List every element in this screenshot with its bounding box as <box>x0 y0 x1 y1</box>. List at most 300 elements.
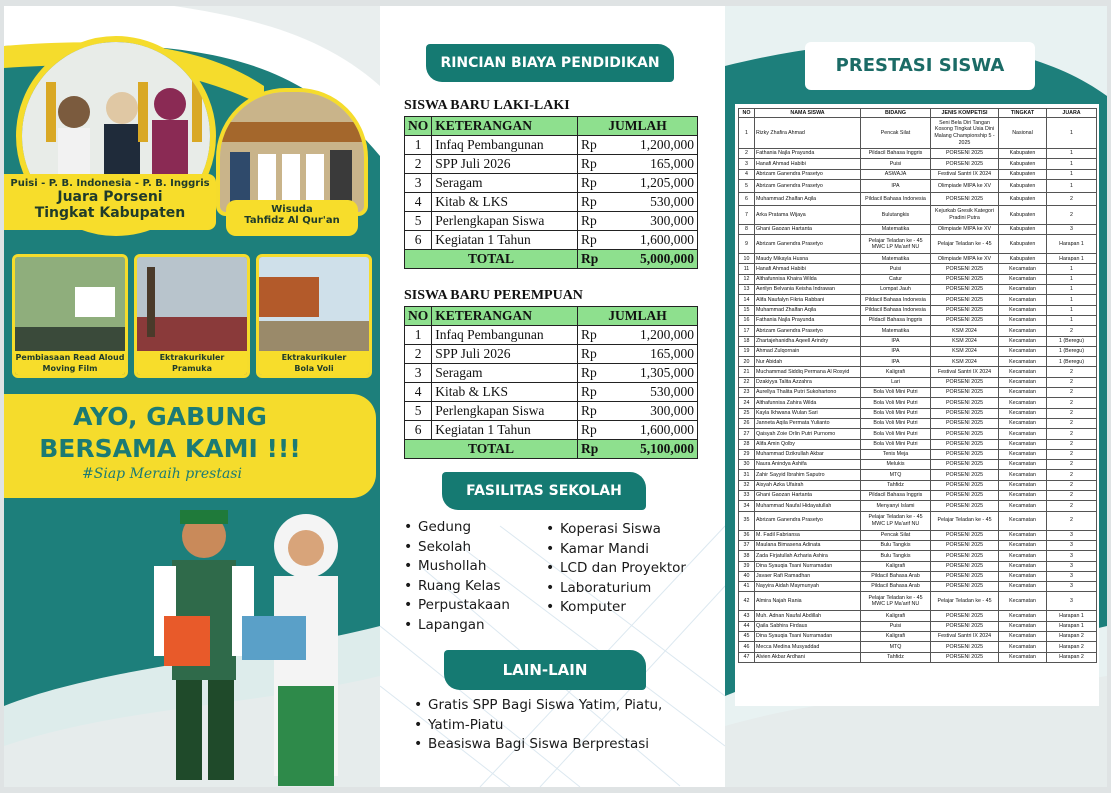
achievement-competition: PORSENI 2025 <box>931 439 999 449</box>
facility-item: • Perpustakaan <box>402 596 532 616</box>
facility-item-continued: • Sekolah <box>402 538 532 558</box>
achievement-name: Zada Firjatullah Azharia Ashira <box>755 551 861 561</box>
achievement-level: Kecamatan <box>999 429 1047 439</box>
achievement-name: Almira Najah Rania <box>755 592 861 611</box>
achievement-name: Althafunnisa Khaira Wilda <box>755 274 861 284</box>
achievement-rank: 3 <box>1047 551 1097 561</box>
achievement-level: Kecamatan <box>999 295 1047 305</box>
achievements-heading: PRESTASI SISWA <box>805 42 1035 90</box>
achievement-rank: 2 <box>1047 470 1097 480</box>
achievement-field: Pildacil Bahasa Inggris <box>861 491 931 501</box>
achievement-row <box>739 582 1097 592</box>
achievement-row <box>739 621 1097 631</box>
achievement-no: 2 <box>739 149 755 159</box>
achievement-no: 31 <box>739 470 755 480</box>
achievement-rank: Harapan 2 <box>1047 642 1097 652</box>
achievement-rank: 2 <box>1047 205 1097 224</box>
achievement-row <box>739 561 1097 571</box>
facilities-heading: FASILITAS SEKOLAH <box>442 472 646 510</box>
achievement-rank: 3 <box>1047 224 1097 234</box>
achievement-name: Janneta Aqila Permata Yulianto <box>755 418 861 428</box>
achievement-name: Abrizam Ganendra Prasetyo <box>755 326 861 336</box>
achievement-row <box>739 118 1097 149</box>
achievement-rank: 1 <box>1047 274 1097 284</box>
right-panel <box>725 6 1107 787</box>
achievement-name: Zahir Sayyid Ibrahim Saputro <box>755 470 861 480</box>
achievement-name: Muchammad Siddiq Permana Al Rosyid <box>755 367 861 377</box>
fee-row: 3 Seragam Rp 1,205,000 <box>405 174 698 193</box>
achievement-name: Ghani Gaozan Hartanta <box>755 491 861 501</box>
achievement-no: 38 <box>739 551 755 561</box>
achievement-field: Menyanyi Islami <box>861 501 931 511</box>
achievement-level: Kecamatan <box>999 611 1047 621</box>
achievement-competition: PORSENI 2025 <box>931 295 999 305</box>
activity-photo-bola-voli <box>256 254 372 378</box>
achievement-row <box>739 159 1097 169</box>
achievement-field: Bola Voli Mini Putri <box>861 408 931 418</box>
achievement-field: Pelajar Teladan ke - 45 MWC LP Ma'arif NU <box>861 511 931 530</box>
achievement-competition: Seni Bela Diri Tangan Kosong Tingkat Usia Dini Malang Championship 5 - 2025 <box>931 118 999 149</box>
achievement-level: Kecamatan <box>999 491 1047 501</box>
achievement-competition: KSM 2024 <box>931 346 999 356</box>
achievement-competition: Festival Santri IX 2024 <box>931 367 999 377</box>
achievement-rank: 1 <box>1047 285 1097 295</box>
achievement-no: 46 <box>739 642 755 652</box>
achievement-rank: 1 <box>1047 169 1097 179</box>
achievement-field: Tahfidz <box>861 480 931 490</box>
facility-item: • Lapangan <box>402 616 532 636</box>
achievement-level: Kecamatan <box>999 367 1047 377</box>
achievement-rank: 2 <box>1047 398 1097 408</box>
achievement-row <box>739 305 1097 315</box>
achievement-name: Althafunnisa Zahira Wilda <box>755 398 861 408</box>
achievement-level: Kecamatan <box>999 652 1047 662</box>
achievement-competition: KSM 2024 <box>931 336 999 346</box>
achievement-rank: Harapan 1 <box>1047 235 1097 254</box>
achievement-name: Hanafi Ahmad Habibi <box>755 264 861 274</box>
achievement-row <box>739 501 1097 511</box>
achievement-rank: 1 (Beregu) <box>1047 346 1097 356</box>
achievement-level: Kecamatan <box>999 631 1047 641</box>
facility-item: • Laboraturium <box>544 579 720 599</box>
achievement-row <box>739 631 1097 641</box>
achievement-level: Kecamatan <box>999 377 1047 387</box>
achievement-rank: 3 <box>1047 571 1097 581</box>
achievement-competition: PORSENI 2025 <box>931 315 999 325</box>
achievement-rank: 1 <box>1047 264 1097 274</box>
achievement-field: Pildacil Bahasa Indonesia <box>861 295 931 305</box>
achievement-field: IPA <box>861 179 931 192</box>
achievement-no: 21 <box>739 367 755 377</box>
achievement-rank: 2 <box>1047 192 1097 205</box>
achievement-row <box>739 149 1097 159</box>
achievement-rank: 2 <box>1047 501 1097 511</box>
achievement-name: Kayla Ikhwana Wulan Sari <box>755 408 861 418</box>
achievement-competition: PORSENI 2025 <box>931 501 999 511</box>
activity-caption: Ektrakurikuler Pramuka <box>137 351 247 375</box>
achievement-row <box>739 398 1097 408</box>
achievement-field: Pelajar Teladan ke - 45 MWC LP Ma'arif NU <box>861 235 931 254</box>
girls-fee-table <box>404 306 698 459</box>
achievement-no: 3 <box>739 159 755 169</box>
achievement-no: 13 <box>739 285 755 295</box>
achievement-level: Kecamatan <box>999 398 1047 408</box>
achievement-row <box>739 460 1097 470</box>
achievement-no: 8 <box>739 224 755 234</box>
achievement-competition: PORSENI 2025 <box>931 621 999 631</box>
boys-fee-title: SISWA BARU LAKI-LAKI <box>404 98 570 113</box>
achievement-rank: Harapan 2 <box>1047 652 1097 662</box>
fees-heading: RINCIAN BIAYA PENDIDIKAN <box>426 44 674 82</box>
achievement-row <box>739 408 1097 418</box>
fee-row: 2 SPP Juli 2026 Rp 165,000 <box>405 345 698 364</box>
achievement-competition: PORSENI 2025 <box>931 285 999 295</box>
award-caption <box>4 174 216 230</box>
achievement-rank: Harapan 1 <box>1047 254 1097 264</box>
achievement-name: Rizky Zhafira Ahmad <box>755 118 861 149</box>
achievement-no: 12 <box>739 274 755 284</box>
achievement-level: Kecamatan <box>999 540 1047 550</box>
achievement-field: MTQ <box>861 470 931 480</box>
achievement-rank: 3 <box>1047 582 1097 592</box>
achievements-table-header: NO NAMA SISWA BIDANG JENIS KOMPETISI TINGKAT JUARA <box>739 109 1097 118</box>
achievement-competition: PORSENI 2025 <box>931 398 999 408</box>
fee-row: 6 Kegiatan 1 Tahun Rp 1,600,000 <box>405 421 698 440</box>
achievement-field: IPA <box>861 336 931 346</box>
achievements-document <box>735 104 1099 706</box>
achievement-rank: 2 <box>1047 367 1097 377</box>
achievement-rank: 3 <box>1047 530 1097 540</box>
achievement-name: Aisyah Azka Ufairah <box>755 480 861 490</box>
achievement-row <box>739 264 1097 274</box>
achievement-rank: 1 <box>1047 118 1097 149</box>
achievement-field: ASWAJA <box>861 169 931 179</box>
achievement-competition: PORSENI 2025 <box>931 491 999 501</box>
achievement-level: Kecamatan <box>999 480 1047 490</box>
fee-row: 3 Seragam Rp 1,305,000 <box>405 364 698 383</box>
achievement-row <box>739 480 1097 490</box>
achievement-row <box>739 592 1097 611</box>
achievement-no: 42 <box>739 592 755 611</box>
achievement-no: 20 <box>739 357 755 367</box>
achievement-no: 5 <box>739 179 755 192</box>
achievement-level: Kecamatan <box>999 621 1047 631</box>
achievement-rank: 1 <box>1047 305 1097 315</box>
achievement-no: 6 <box>739 192 755 205</box>
achievement-no: 17 <box>739 326 755 336</box>
fee-row: 4 Kitab & LKS Rp 530,000 <box>405 383 698 402</box>
facility-item: • Gedung <box>402 518 532 538</box>
activity-caption: Pembiasaan Read Aloud Moving Film <box>15 353 125 373</box>
achievement-name: Abrizam Ganendra Prasetyo <box>755 235 861 254</box>
achievement-competition: Olimpiade MIPA ke XV <box>931 179 999 192</box>
achievement-level: Kecamatan <box>999 501 1047 511</box>
achievement-name: Muhammad Naufal Hidayatullah <box>755 501 861 511</box>
achievement-level: Kabupaten <box>999 224 1047 234</box>
achievement-level: Kecamatan <box>999 274 1047 284</box>
achievement-level: Kecamatan <box>999 315 1047 325</box>
achievement-name: Abrizam Ganendra Prasetyo <box>755 179 861 192</box>
achievement-field: Kaligrafi <box>861 367 931 377</box>
award-caption-line2: Juara Porseni <box>57 189 163 205</box>
wisuda-photo <box>216 88 368 216</box>
cta-line2: BERSAMA KAMI !!! <box>39 434 301 463</box>
achievement-field: Bola Voli Mini Putri <box>861 398 931 408</box>
achievement-field: Matematika <box>861 326 931 336</box>
achievement-competition: PORSENI 2025 <box>931 388 999 398</box>
achievement-no: 29 <box>739 449 755 459</box>
achievement-competition: PORSENI 2025 <box>931 264 999 274</box>
fee-row: 1 Infaq Pembangunan Rp 1,200,000 <box>405 326 698 345</box>
achievement-level: Kecamatan <box>999 460 1047 470</box>
achievement-field: Lompat Jauh <box>861 285 931 295</box>
achievement-field: Melukis <box>861 460 931 470</box>
achievement-name: Qaila Sabhira Firdaus <box>755 621 861 631</box>
achievement-level: Kecamatan <box>999 346 1047 356</box>
achievement-field: Bola Voli Mini Putri <box>861 388 931 398</box>
achievement-field: Pildacil Bahasa Inggris <box>861 315 931 325</box>
achievement-rank: 2 <box>1047 377 1097 387</box>
achievement-name: Muhammad Zhalfan Aqila <box>755 305 861 315</box>
achievement-row <box>739 491 1097 501</box>
achievement-competition: PORSENI 2025 <box>931 642 999 652</box>
achievement-competition: Festival Santri IX 2024 <box>931 169 999 179</box>
achievement-no: 24 <box>739 398 755 408</box>
achievement-field: Pildacil Bahasa Arab <box>861 582 931 592</box>
other-item: • Beasiswa Bagi Siswa Berprestasi <box>412 735 712 755</box>
achievement-competition: PORSENI 2025 <box>931 449 999 459</box>
achievement-level: Kabupaten <box>999 235 1047 254</box>
achievement-competition: PORSENI 2025 <box>931 551 999 561</box>
achievement-rank: Harapan 1 <box>1047 621 1097 631</box>
other-heading: LAIN-LAIN <box>444 650 646 690</box>
achievement-row <box>739 540 1097 550</box>
achievement-no: 23 <box>739 388 755 398</box>
achievement-row <box>739 179 1097 192</box>
wisuda-caption <box>226 200 358 236</box>
achievement-level: Nasional <box>999 118 1047 149</box>
achievement-name: Nayyira Aidah Maymunyah <box>755 582 861 592</box>
cta-tagline: #Siap Meraih prestasi <box>82 466 242 482</box>
achievement-competition: Pelajar Teladan ke - 45 <box>931 511 999 530</box>
achievement-name: Qaisyah Zoie Orlin Putri Purnomo <box>755 429 861 439</box>
achievement-field: Puisi <box>861 159 931 169</box>
achievement-name: Aerilyn Belvania Keisha Indrawan <box>755 285 861 295</box>
achievement-level: Kabupaten <box>999 179 1047 192</box>
achievement-no: 14 <box>739 295 755 305</box>
achievement-no: 7 <box>739 205 755 224</box>
achievement-row <box>739 642 1097 652</box>
achievement-name: M. Fadil Fabriansa <box>755 530 861 540</box>
boys-fee-table <box>404 116 698 269</box>
middle-panel <box>380 6 725 787</box>
achievement-row <box>739 551 1097 561</box>
achievement-competition: PORSENI 2025 <box>931 571 999 581</box>
achievement-level: Kabupaten <box>999 254 1047 264</box>
achievement-competition: PORSENI 2025 <box>931 470 999 480</box>
achievement-rank: 2 <box>1047 439 1097 449</box>
achievement-level: Kecamatan <box>999 551 1047 561</box>
achievement-field: Pildacil Bahasa Arab <box>861 571 931 581</box>
achievement-competition: PORSENI 2025 <box>931 159 999 169</box>
achievement-field: Tenis Meja <box>861 449 931 459</box>
achievement-row <box>739 439 1097 449</box>
achievement-name: Maudy Mikayla Husna <box>755 254 861 264</box>
achievement-rank: 1 (Beregu) <box>1047 357 1097 367</box>
achievement-name: Javaer Rafi Ramadhan <box>755 571 861 581</box>
award-caption-line3: Tingkat Kabupaten <box>34 205 186 221</box>
achievement-level: Kabupaten <box>999 205 1047 224</box>
achievement-field: IPA <box>861 346 931 356</box>
achievement-rank: Harapan 1 <box>1047 611 1097 621</box>
fee-table-header: NO KETERANGAN JUMLAH <box>405 117 698 136</box>
achievement-name: Alifa Naufalyn Fikria Rabbani <box>755 295 861 305</box>
facility-item: • Koperasi Siswa <box>544 520 720 540</box>
achievement-no: 35 <box>739 511 755 530</box>
achievement-no: 10 <box>739 254 755 264</box>
achievement-field: Bola Voli Mini Putri <box>861 439 931 449</box>
achievement-no: 34 <box>739 501 755 511</box>
facility-item: • Kamar Mandi <box>544 540 720 560</box>
achievement-competition: PORSENI 2025 <box>931 540 999 550</box>
achievement-competition: PORSENI 2025 <box>931 460 999 470</box>
achievement-field: Lari <box>861 377 931 387</box>
achievement-level: Kecamatan <box>999 582 1047 592</box>
achievement-name: Ghani Gaozan Hartanta <box>755 224 861 234</box>
achievement-field: Kaligrafi <box>861 561 931 571</box>
achievement-field: Puisi <box>861 621 931 631</box>
achievement-competition: KSM 2024 <box>931 326 999 336</box>
achievement-competition: PORSENI 2025 <box>931 408 999 418</box>
achievement-no: 18 <box>739 336 755 346</box>
achievement-field: Kaligrafi <box>861 631 931 641</box>
facilities-list-col1 <box>402 518 532 635</box>
achievement-row <box>739 429 1097 439</box>
achievement-rank: 1 <box>1047 179 1097 192</box>
achievement-no: 25 <box>739 408 755 418</box>
achievement-competition: KSM 2024 <box>931 357 999 367</box>
achievement-name: Maulana Bimasena Adinata <box>755 540 861 550</box>
achievement-row <box>739 388 1097 398</box>
achievement-rank: 2 <box>1047 388 1097 398</box>
achievement-field: Pencak Silat <box>861 118 931 149</box>
achievement-row <box>739 346 1097 356</box>
achievement-name: Fathania Najla Prayunda <box>755 149 861 159</box>
achievement-rank: 2 <box>1047 511 1097 530</box>
other-item: • Gratis SPP Bagi Siswa Yatim, Piatu, <box>412 696 712 716</box>
achievement-level: Kecamatan <box>999 388 1047 398</box>
achievement-competition: Kejurkab Gresik Kategori Pradini Putra <box>931 205 999 224</box>
facility-item: • Mushollah <box>402 557 532 577</box>
achievement-no: 45 <box>739 631 755 641</box>
achievement-level: Kabupaten <box>999 149 1047 159</box>
achievement-competition: Pelajar Teladan ke - 45 <box>931 592 999 611</box>
achievement-level: Kecamatan <box>999 408 1047 418</box>
achievement-name: Muh. Adnan Naufal Abdillah <box>755 611 861 621</box>
achievement-name: Aurellya Thalita Putri Sukohartono <box>755 388 861 398</box>
achievement-level: Kecamatan <box>999 511 1047 530</box>
achievement-level: Kecamatan <box>999 264 1047 274</box>
achievements-table <box>738 108 1097 663</box>
achievement-level: Kecamatan <box>999 336 1047 346</box>
achievement-field: Bulu Tangkis <box>861 540 931 550</box>
fee-row: 6 Kegiatan 1 Tahun Rp 1,600,000 <box>405 231 698 250</box>
cta-line1: AYO, GABUNG <box>73 402 267 431</box>
achievement-row <box>739 169 1097 179</box>
achievement-no: 19 <box>739 346 755 356</box>
achievement-no: 9 <box>739 235 755 254</box>
achievement-rank: 1 <box>1047 159 1097 169</box>
activity-photo-pramuka <box>134 254 250 378</box>
achievement-rank: 1 (Beregu) <box>1047 336 1097 346</box>
achievement-competition: PORSENI 2025 <box>931 192 999 205</box>
fee-total-row: TOTAL Rp 5,000,000 <box>405 250 698 269</box>
achievement-rank: 2 <box>1047 326 1097 336</box>
achievement-competition: PORSENI 2025 <box>931 480 999 490</box>
achievement-name: Hanafi Ahmad Habibi <box>755 159 861 169</box>
achievement-rank: 1 <box>1047 315 1097 325</box>
achievement-row <box>739 418 1097 428</box>
achievement-name: Dina Syauqia Tsani Nurramadan <box>755 631 861 641</box>
achievement-competition: PORSENI 2025 <box>931 377 999 387</box>
achievement-rank: 1 <box>1047 295 1097 305</box>
achievement-name: Fathania Najla Prayunda <box>755 315 861 325</box>
achievement-no: 44 <box>739 621 755 631</box>
facilities-list-col2 <box>544 520 720 618</box>
achievement-level: Kecamatan <box>999 561 1047 571</box>
achievement-no: 22 <box>739 377 755 387</box>
achievement-row <box>739 326 1097 336</box>
achievement-no: 15 <box>739 305 755 315</box>
achievement-field: Kaligrafi <box>861 611 931 621</box>
fee-row: 4 Kitab & LKS Rp 530,000 <box>405 193 698 212</box>
girls-fee-title: SISWA BARU PEREMPUAN <box>404 288 583 303</box>
achievement-field: Bulutangkis <box>861 205 931 224</box>
achievement-name: Dzakiyya Talita Azzahra <box>755 377 861 387</box>
achievement-name: Zhartajehanidha Aqeell Arindry <box>755 336 861 346</box>
achievement-row <box>739 652 1097 662</box>
achievement-name: Mecca Medina Musyaddad <box>755 642 861 652</box>
achievement-competition: PORSENI 2025 <box>931 561 999 571</box>
achievement-level: Kecamatan <box>999 642 1047 652</box>
achievement-name: Naura Anindya Ashifa <box>755 460 861 470</box>
achievement-rank: 2 <box>1047 480 1097 490</box>
achievement-no: 30 <box>739 460 755 470</box>
achievement-no: 33 <box>739 491 755 501</box>
achievement-field: Puisi <box>861 264 931 274</box>
achievement-row <box>739 336 1097 346</box>
achievement-no: 37 <box>739 540 755 550</box>
achievement-no: 32 <box>739 480 755 490</box>
achievement-rank: 2 <box>1047 449 1097 459</box>
achievement-no: 41 <box>739 582 755 592</box>
achievement-name: Arka Pratama Wijaya <box>755 205 861 224</box>
achievement-field: MTQ <box>861 642 931 652</box>
achievement-level: Kecamatan <box>999 418 1047 428</box>
achievement-competition: PORSENI 2025 <box>931 305 999 315</box>
fee-row: 5 Perlengkapan Siswa Rp 300,000 <box>405 402 698 421</box>
achievement-competition: PORSENI 2025 <box>931 530 999 540</box>
achievement-row <box>739 357 1097 367</box>
achievement-rank: 2 <box>1047 408 1097 418</box>
achievement-level: Kecamatan <box>999 326 1047 336</box>
facility-item: • Ruang Kelas <box>402 577 532 597</box>
achievement-name: Muhammad Dzikrullah Akbar <box>755 449 861 459</box>
achievement-level: Kecamatan <box>999 470 1047 480</box>
achievement-rank: 2 <box>1047 429 1097 439</box>
achievement-name: Muhammad Zhalfan Aqila <box>755 192 861 205</box>
achievement-competition: PORSENI 2025 <box>931 611 999 621</box>
